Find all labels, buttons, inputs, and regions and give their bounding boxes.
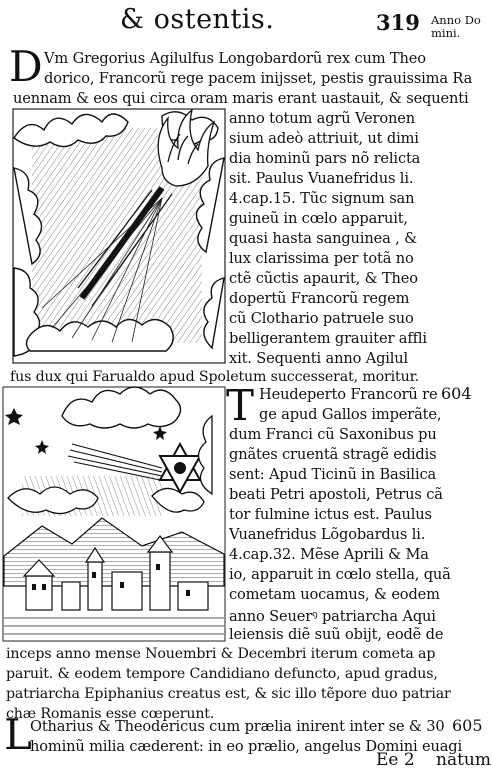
page-number: 319 [376,10,420,35]
text-line: sit. Paulus Vuanefridus li. [229,170,414,187]
text-line: Vuanefridus Lõgobardus li. [229,526,426,543]
text-line: sent: Apud Ticinũ in Basilica [229,466,437,483]
text-line: gnãtes cruentã stragẽ edidis [229,446,437,463]
drop-cap-l: L [4,710,32,759]
text-line: hominũ milia cæderent: in eo prælio, angelus Domini euagi [30,738,462,755]
margin-note-line: mini. [431,26,461,40]
text-line: cometam uocamus, & eodem [229,586,440,603]
text-line: chæ Romanis esse cœperunt. [6,706,215,722]
woodcut-comet-illustration [12,108,226,364]
text-line: dia hominũ pars nõ relicta [229,150,421,167]
text-line: leiensis diẽ suũ obijt, eodẽ de [229,626,444,643]
margin-note-line: Anno Do [431,13,481,27]
text-line: 4.cap.15. Tũc signum san [229,190,415,207]
text-line: dopertũ Francorũ regem [229,290,410,307]
text-line: dorico, Francorũ rege pacem inijsset, pestis grauissima Ra [44,70,473,87]
text-line: inceps anno mense Nouembri & Decembri iterum cometa ap [6,646,436,662]
text-line: belligerantem grauiter affli [229,330,427,347]
text-line: dum Franci cũ Saxonibus pu [229,426,437,443]
text-line: sium adeò attriuit, ut dimi [229,130,419,147]
text-line: cũ Clothario patruele suo [229,310,414,327]
drop-cap-d: D [9,42,43,91]
text-line: 4.cap.32. Mẽse Aprili & Ma [229,546,429,563]
text-line: io, apparuit in cœlo stella, quã [229,566,451,583]
text-line: paruit. & eodem tempore Candidiano defuncto, apud gradus, [6,666,438,682]
running-title: & ostentis. [120,4,275,35]
woodcut-star-town-illustration [2,386,226,642]
catchword: natum [436,750,491,770]
text-line: beati Petri apostoli, Petrus cã [229,486,443,503]
text-line: Vm Gregorius Agilulfus Longobardorũ rex cum Theo [44,50,426,67]
text-line: fus dux qui Farualdo apud Spoletum successerat, moritur. [10,369,420,385]
text-line: patriarcha Epiphanius creatus est, & sic illo tẽpore duo patriar [6,686,451,702]
text-line: guineũ in cœlo apparuit, [229,210,408,227]
text-line: ctẽ cũctis apaurit, & Theo [229,270,418,287]
drop-cap-t: T [226,381,255,430]
margin-year: 605 [452,716,483,735]
signature-mark: Ee 2 [376,750,415,770]
text-line: anno totum agrũ Veronen [229,110,415,127]
text-line: ge apud Gallos imperãte, [259,406,442,423]
text-line: lux clarissima per totã no [229,250,414,267]
margin-note-anno-domini [431,14,481,40]
text-line: Otharius & Theodericus cum prælia inirent inter se & 30 [30,718,445,735]
text-line: quasi hasta sanguinea , & [229,230,417,247]
text-line: Heudeperto Francorũ re [259,386,438,403]
text-line: uennam & eos qui circa oram maris erant uastauit, & sequenti [13,90,469,107]
text-line: xit. Sequenti anno Agilul [229,350,409,367]
text-line: anno Seuerꝰ patriarcha Aqui [229,608,436,625]
text-line: tor fulmine ictus est. Paulus [229,506,432,523]
margin-year: 604 [441,384,472,403]
